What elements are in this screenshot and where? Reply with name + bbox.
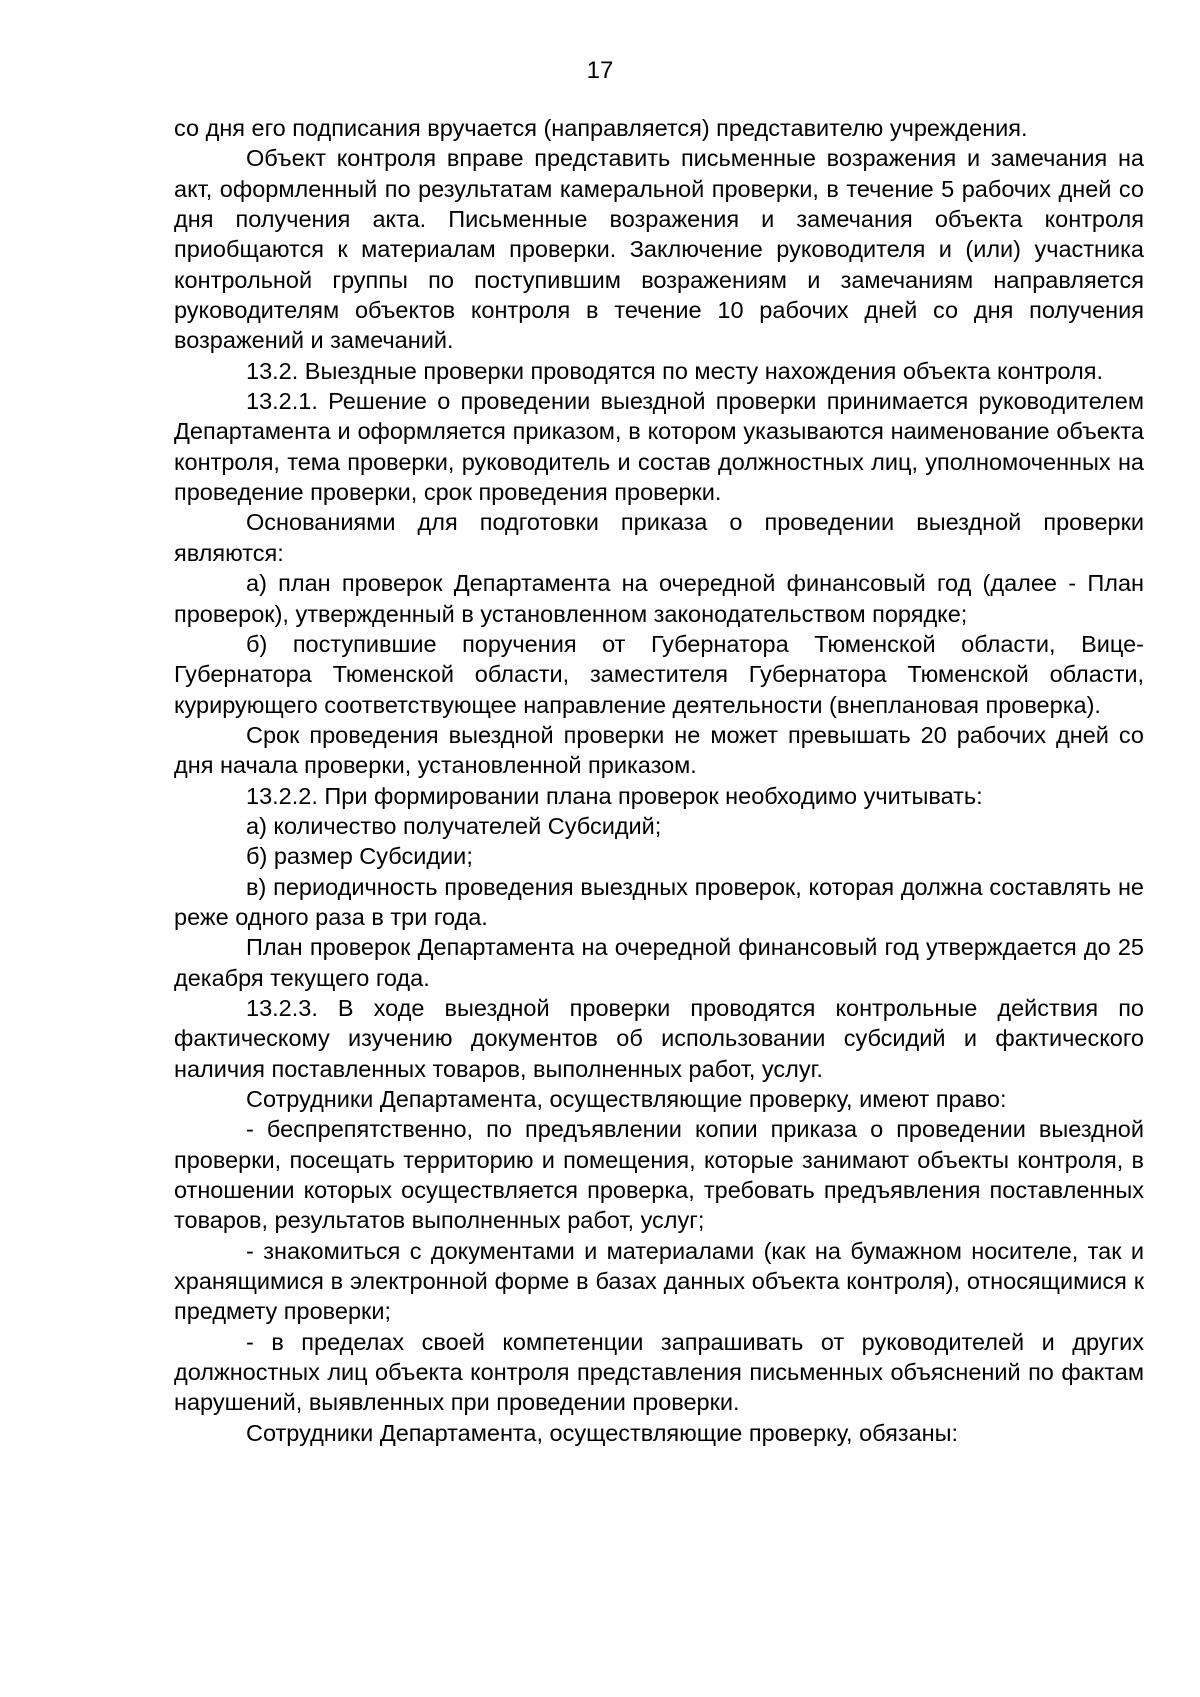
paragraph: б) размер Субсидии;: [246, 843, 473, 870]
paragraph: Срок проведения выездной проверки не может превышать 20 рабочих дней со дня начала проверки, установленной приказом.: [174, 721, 1144, 779]
paragraph: а) план проверок Департамента на очередной финансовый год (далее - План проверок), утвержденный в установленном законодательством порядке;: [174, 570, 1144, 627]
paragraph: б) поступившие поручения от Губернатора Тюменской области, Вице-Губернатора Тюменской области, заместителя Губернатора Тюменской области, курирующего соответствующее направление деятельности (внеплановая проверка).: [174, 630, 1144, 718]
paragraph: - беспрепятственно, по предъявлении копии приказа о проведении выездной проверки, посещать территорию и помещения, которые занимают объекты контроля, в отношении которых осуществляется проверка, требовать предъявления поставленных товаров, результатов выполненных работ, услуг;: [174, 1116, 1144, 1234]
paragraph: со дня его подписания вручается (направляется) представителю учреждения.: [174, 115, 1028, 141]
paragraph: - знакомиться с документами и материалами (как на бумажном носителе, так и хранящимися в электронной форме в базах данных объекта контроля), относящимися к предмету проверки;: [174, 1237, 1144, 1325]
paragraph: - в пределах своей компетенции запрашивать от руководителей и других должностных лиц объекта контроля представления письменных объяснений по фактам нарушений, выявленных при проведении проверки.: [174, 1328, 1144, 1416]
paragraph: 13.2.1. Решение о проведении выездной проверки принимается руководителем Департамента и оформляется приказом, в котором указываются наименование объекта контроля, тема проверки, руководитель и состав должностных лиц, уполномоченных на проведение проверки, срок проведения проверки.: [174, 388, 1144, 506]
page-number: 17: [586, 57, 614, 84]
paragraph: 13.2.2. При формировании плана проверок необходимо учитывать:: [246, 782, 983, 809]
paragraph: Объект контроля вправе представить письменные возражения и замечания на акт, оформленный по результатам камеральной проверки, в течение 5 рабочих дней со дня получения акта. Письменные возражения и замечания объекта контроля приобщаются к материалам проверки. Заключение руководителя и (или) участника контрольной группы по поступившим возражениям и замечаниям направляется руководителям объектов контроля в течение 10 рабочих дней со дня получения возражений и замечаний.: [174, 145, 1144, 354]
document-body: [174, 113, 1144, 1448]
paragraph: а) количество получателей Субсидий;: [246, 812, 662, 839]
paragraph: Сотрудники Департамента, осуществляющие проверку, имеют право:: [246, 1086, 1007, 1112]
paragraph: Сотрудники Департамента, осуществляющие проверку, обязаны:: [246, 1419, 959, 1446]
paragraph: Основаниями для подготовки приказа о проведении выездной проверки являются:: [174, 509, 1144, 566]
paragraph: 13.2. Выездные проверки проводятся по месту нахождения объекта контроля.: [246, 357, 1103, 384]
paragraph: в) периодичность проведения выездных проверок, которая должна составлять не реже одного раза в три года.: [174, 873, 1144, 930]
paragraph: План проверок Департамента на очередной финансовый год утверждается до 25 декабря текущего года.: [174, 934, 1144, 991]
paragraph: 13.2.3. В ходе выездной проверки проводятся контрольные действия по фактическому изучению документов об использовании субсидий и фактического наличия поставленных товаров, выполненных работ, услуг.: [174, 994, 1144, 1082]
